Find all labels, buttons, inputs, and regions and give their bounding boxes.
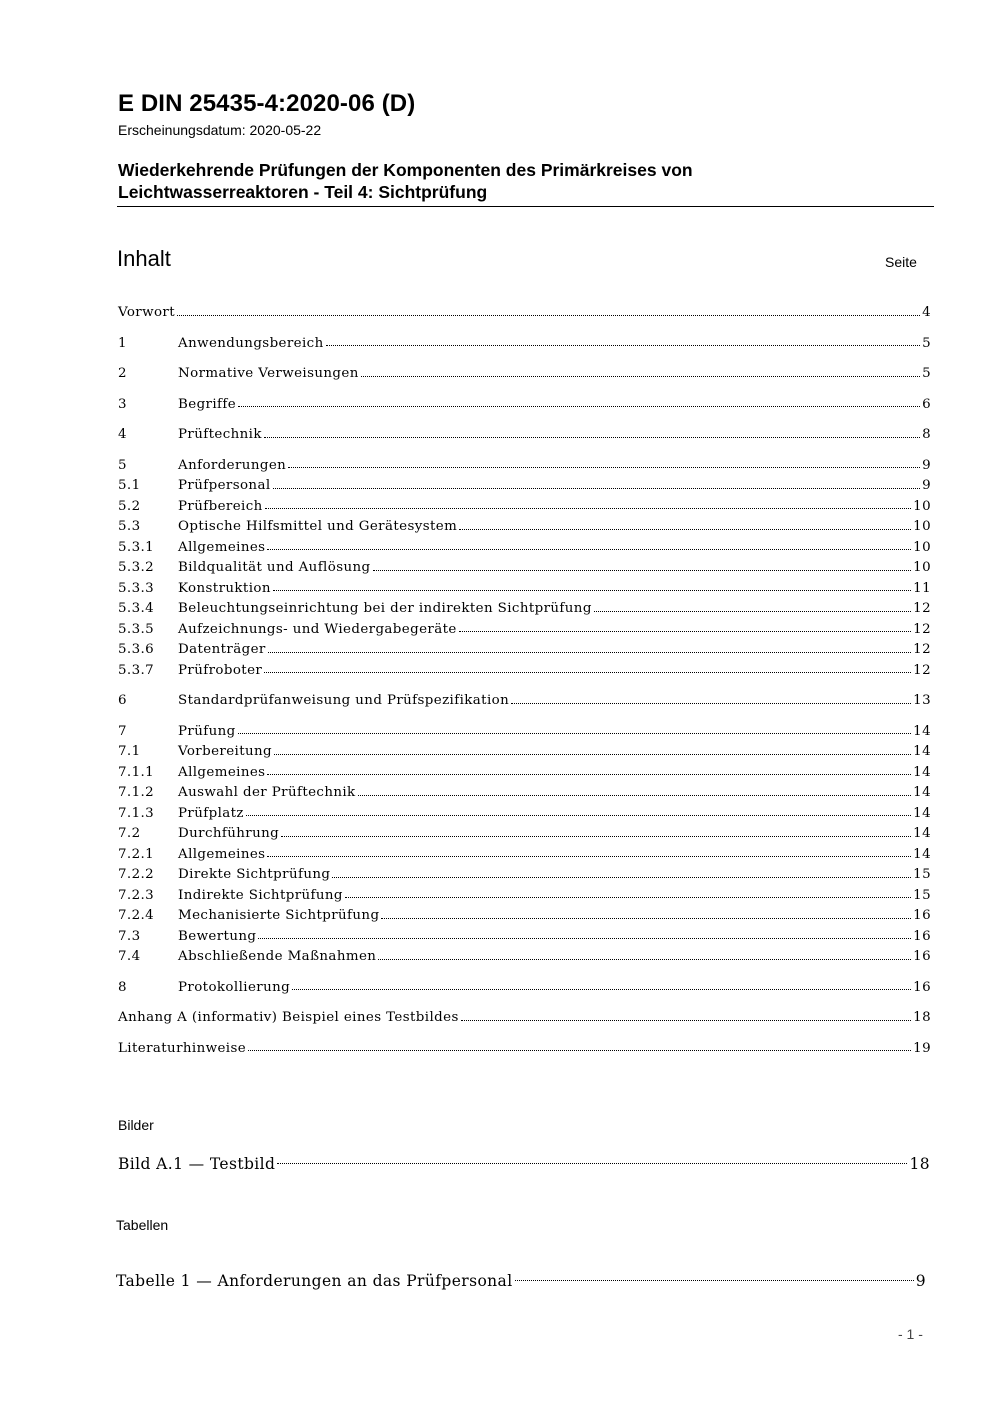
- toc-entry[interactable]: [118, 845, 931, 866]
- toc-heading: Inhalt: [117, 246, 171, 271]
- table-entry[interactable]: [116, 1272, 926, 1290]
- toc-entry-page: 14: [913, 805, 931, 821]
- leader-dots: [326, 344, 920, 346]
- toc-entry-label: Allgemeines: [178, 846, 266, 862]
- leader-dots: [177, 314, 920, 316]
- leader-dots: [378, 958, 911, 960]
- toc-entry-label: Beleuchtungseinrichtung bei der indirekten Sichtprüfung: [178, 601, 592, 616]
- toc-entry-page: 6: [922, 396, 931, 412]
- toc-entry[interactable]: [118, 476, 931, 497]
- page-number: - 1 -: [898, 1326, 923, 1342]
- toc-entry-number: 7.2.3: [118, 887, 155, 903]
- leader-dots: [267, 548, 911, 550]
- document-title-line-1: Wiederkehrende Prüfungen der Komponenten des Primärkreises von: [118, 160, 693, 180]
- toc-entry-page: 13: [913, 693, 931, 708]
- toc-entry-number: 7.3: [118, 928, 141, 944]
- leader-dots: [288, 466, 920, 468]
- table-entry-page: 9: [915, 1272, 926, 1290]
- leader-dots: [511, 702, 911, 704]
- toc-entry[interactable]: [118, 927, 931, 948]
- toc-entry-page: 9: [922, 457, 931, 473]
- leader-dots: [268, 651, 911, 653]
- toc-entry-number: 5.3.7: [118, 662, 155, 678]
- title-divider: [117, 206, 934, 207]
- toc-entry-number: 7.2.1: [118, 846, 155, 862]
- toc-entry-label: Vorwort: [118, 305, 176, 320]
- leader-dots: [267, 773, 911, 775]
- leader-dots: [274, 753, 911, 755]
- toc-entry-page: 12: [913, 601, 931, 616]
- toc-entry[interactable]: [118, 661, 931, 682]
- toc-entry-label: Anhang A (informativ) Beispiel eines Testbildes: [118, 1010, 459, 1025]
- toc-entry-label: Vorbereitung: [178, 744, 273, 759]
- toc-entry[interactable]: [118, 395, 931, 416]
- leader-dots: [273, 487, 921, 489]
- toc-entry[interactable]: [118, 1039, 931, 1060]
- toc-entry-label: Durchführung: [178, 826, 280, 841]
- leader-dots: [594, 610, 911, 612]
- toc-entry-number: 7.2.2: [118, 867, 155, 882]
- toc-entry-number: 5.3.5: [118, 621, 155, 637]
- toc-entry-label: Prüfpersonal: [178, 478, 271, 493]
- leader-dots: [248, 1049, 911, 1051]
- toc-entry[interactable]: [118, 824, 931, 845]
- toc-entry-page: 12: [913, 662, 931, 678]
- toc-entry-page: 12: [913, 642, 931, 657]
- leader-dots: [373, 569, 912, 571]
- toc-entry[interactable]: [118, 425, 931, 446]
- toc-entry-number: 7.1.3: [118, 805, 155, 821]
- document-title: [118, 159, 898, 203]
- toc-entry[interactable]: [118, 783, 931, 804]
- leader-dots: [345, 896, 911, 898]
- toc-entry[interactable]: [118, 640, 931, 661]
- toc-entry-label: Prüfplatz: [178, 805, 244, 821]
- toc-entry-page: 16: [913, 949, 931, 964]
- toc-entry-label: Indirekte Sichtprüfung: [178, 887, 343, 903]
- toc-entry-number: 5.3.4: [118, 601, 155, 616]
- leader-dots: [264, 671, 911, 673]
- toc-entry-page: 14: [913, 723, 931, 739]
- toc-entry-number: 7.1.2: [118, 785, 155, 800]
- toc-entry-number: 5.3.3: [118, 580, 155, 596]
- toc-entry[interactable]: [118, 865, 931, 886]
- leader-dots: [273, 589, 911, 591]
- toc-entry-label: Anwendungsbereich: [178, 335, 324, 351]
- toc-entry-page: 5: [922, 366, 931, 381]
- toc-entry-number: 1: [118, 335, 127, 351]
- toc-entry[interactable]: [118, 691, 931, 712]
- toc-entry-number: 7.4: [118, 949, 141, 964]
- toc-entry-page: 8: [922, 427, 931, 442]
- publication-date: Erscheinungsdatum: 2020-05-22: [118, 122, 322, 138]
- toc-entry[interactable]: [118, 456, 931, 477]
- toc-entry-page: 14: [913, 846, 931, 862]
- toc-entry-number: 5.3.2: [118, 560, 155, 575]
- leader-dots: [292, 988, 911, 990]
- toc-entry[interactable]: [118, 599, 931, 620]
- toc-entry-label: Direkte Sichtprüfung: [178, 867, 331, 882]
- toc-entry-label: Prüftechnik: [178, 427, 262, 442]
- figure-entry[interactable]: [118, 1155, 930, 1173]
- toc-entry-page: 16: [913, 979, 931, 995]
- toc-entry[interactable]: [118, 742, 931, 763]
- toc-entry-label: Datenträger: [178, 642, 266, 657]
- toc-entry-label: Optische Hilfsmittel und Gerätesystem: [178, 519, 458, 534]
- toc-entry-number: 5.1: [118, 478, 141, 493]
- toc-entry-label: Bewertung: [178, 928, 257, 944]
- leader-dots: [258, 937, 911, 939]
- toc-entry[interactable]: [118, 722, 931, 743]
- toc-entry-label: Mechanisierte Sichtprüfung: [178, 908, 380, 923]
- leader-dots: [238, 405, 920, 407]
- toc-entry-number: 7.2.4: [118, 908, 155, 923]
- toc-entry[interactable]: [118, 620, 931, 641]
- toc-entry-label: Auswahl der Prüftechnik: [178, 785, 356, 800]
- toc-entry-label: Anforderungen: [178, 457, 287, 473]
- toc-entry-page: 16: [913, 928, 931, 944]
- toc-entry-page: 4: [922, 305, 931, 320]
- toc-entry-label: Prüfung: [178, 723, 236, 739]
- leader-dots: [459, 528, 911, 530]
- toc-entry-number: 5.3.1: [118, 539, 155, 555]
- toc-entry-number: 3: [118, 396, 127, 412]
- toc-entry-label: Prüfbereich: [178, 498, 263, 514]
- toc-entry-label: Begriffe: [178, 396, 237, 412]
- document-id: E DIN 25435-4:2020-06 (D): [118, 90, 416, 117]
- toc-entry[interactable]: [118, 497, 931, 518]
- leader-dots: [381, 917, 911, 919]
- toc-entry-label: Abschließende Maßnahmen: [178, 949, 377, 964]
- toc-entry[interactable]: [118, 334, 931, 355]
- toc-entry-page: 19: [913, 1040, 931, 1056]
- tables-heading: Tabellen: [116, 1217, 169, 1233]
- toc-entry-label: Aufzeichnungs- und Wiedergabegeräte: [178, 621, 457, 637]
- toc-entry-number: 2: [118, 366, 127, 381]
- toc-entry-label: Allgemeines: [178, 539, 266, 555]
- toc-entry-number: 5.3.6: [118, 642, 155, 657]
- toc-entry-page: 16: [913, 908, 931, 923]
- toc-entry[interactable]: [118, 558, 931, 579]
- toc-entry-label: Bildqualität und Auflösung: [178, 560, 371, 575]
- toc-entry[interactable]: [118, 579, 931, 600]
- toc-entry-number: 7: [118, 723, 127, 739]
- toc-entry-number: 7.1: [118, 744, 141, 759]
- toc-entry-page: 14: [913, 826, 931, 841]
- toc-entry[interactable]: [118, 517, 931, 538]
- toc-entry-page: 14: [913, 785, 931, 800]
- leader-dots: [238, 732, 912, 734]
- toc-entry[interactable]: [118, 538, 931, 559]
- page-column-label: Seite: [885, 254, 917, 270]
- leader-dots: [267, 855, 911, 857]
- toc-entry-label: Standardprüfanweisung und Prüfspezifikation: [178, 693, 510, 708]
- toc-entry-page: 15: [913, 887, 931, 903]
- toc-entry-number: 7.2: [118, 826, 141, 841]
- toc-entry[interactable]: [118, 1008, 931, 1029]
- document-title-line-2: Leichtwasserreaktoren - Teil 4: Sichtprüfung: [118, 182, 488, 202]
- toc-entry-label: Literaturhinweise: [118, 1040, 247, 1056]
- toc-entry[interactable]: [118, 906, 931, 927]
- toc-entry-page: 12: [913, 621, 931, 637]
- toc-entry[interactable]: [118, 978, 931, 999]
- toc-entry[interactable]: [118, 804, 931, 825]
- toc-entry-page: 10: [913, 560, 931, 575]
- toc-entry[interactable]: [118, 364, 931, 385]
- toc-entry-page: 5: [922, 335, 931, 351]
- toc-entry-page: 9: [922, 478, 931, 493]
- toc-entry-page: 11: [913, 580, 931, 596]
- toc-entry[interactable]: [118, 886, 931, 907]
- toc-entry-number: 5.2: [118, 498, 141, 514]
- leader-dots: [461, 1019, 911, 1021]
- toc-entry[interactable]: [118, 763, 931, 784]
- toc-entry-page: 15: [913, 867, 931, 882]
- toc-entry-number: 5: [118, 457, 127, 473]
- figure-entry-page: 18: [909, 1155, 930, 1173]
- leader-dots: [361, 375, 920, 377]
- figures-heading: Bilder: [118, 1117, 154, 1133]
- toc-entry-page: 18: [913, 1010, 931, 1025]
- toc-entry-label: Protokollierung: [178, 979, 291, 995]
- leader-dots: [459, 630, 911, 632]
- toc-entry-label: Prüfroboter: [178, 662, 263, 678]
- toc-entry[interactable]: [118, 303, 931, 324]
- leader-dots: [277, 1162, 907, 1164]
- figure-entry-label: Bild A.1 — Testbild: [118, 1155, 276, 1173]
- leader-dots: [332, 876, 911, 878]
- leader-dots: [265, 507, 912, 509]
- leader-dots: [264, 436, 920, 438]
- table-of-contents: [118, 303, 931, 1059]
- table-entry-label: Tabelle 1 — Anforderungen an das Prüfpersonal: [116, 1272, 513, 1290]
- toc-entry-page: 10: [913, 498, 931, 514]
- toc-entry-number: 4: [118, 427, 127, 442]
- toc-entry-label: Normative Verweisungen: [178, 366, 359, 381]
- leader-dots: [246, 814, 911, 816]
- leader-dots: [515, 1279, 914, 1281]
- toc-entry-page: 14: [913, 764, 931, 780]
- toc-entry-number: 5.3: [118, 519, 141, 534]
- toc-entry-page: 10: [913, 519, 931, 534]
- toc-entry-number: 6: [118, 693, 127, 708]
- toc-entry-page: 14: [913, 744, 931, 759]
- toc-entry-label: Konstruktion: [178, 580, 271, 596]
- toc-entry-page: 10: [913, 539, 931, 555]
- toc-entry-label: Allgemeines: [178, 764, 266, 780]
- toc-entry[interactable]: [118, 947, 931, 968]
- toc-entry-number: 7.1.1: [118, 764, 155, 780]
- leader-dots: [358, 794, 912, 796]
- toc-entry-number: 8: [118, 979, 127, 995]
- leader-dots: [281, 835, 911, 837]
